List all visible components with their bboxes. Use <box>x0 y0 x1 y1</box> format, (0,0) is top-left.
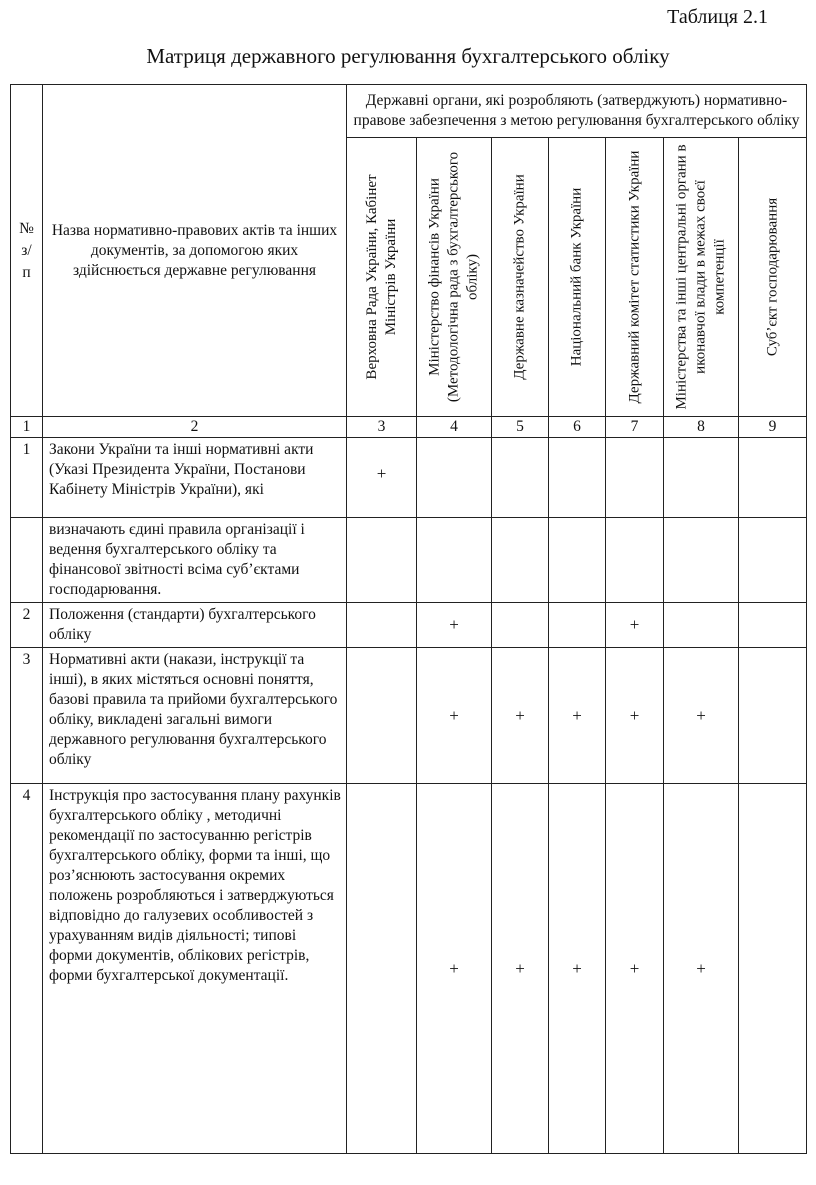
row-mark <box>492 438 549 518</box>
header-body-2: Міністерство фінансів України (Методологічна рада з бухгалтерського обліку) <box>417 138 492 417</box>
table-row <box>11 648 807 784</box>
row-text-continuation: визначають єдині правила організації і ведення бухгалтерського обліку та фінансової звітності всіма суб’єктами господарювання. <box>43 518 347 603</box>
row-mark: + <box>606 648 664 784</box>
header-num-line2: з/ <box>21 241 32 259</box>
row-mark: + <box>347 438 417 518</box>
column-number: 6 <box>549 417 606 438</box>
row-mark <box>347 648 417 784</box>
column-number: 1 <box>11 417 43 438</box>
row-mark <box>739 603 807 648</box>
column-number: 3 <box>347 417 417 438</box>
column-number: 7 <box>606 417 664 438</box>
row-mark: + <box>549 648 606 784</box>
column-number: 2 <box>43 417 347 438</box>
regulation-matrix-table <box>10 84 807 1154</box>
table-row <box>11 438 807 518</box>
row-mark <box>347 603 417 648</box>
row-mark: + <box>492 648 549 784</box>
row-text: Інструкція про застосування плану рахунків бухгалтерського обліку , методичні рекомендації по застосуванню регістрів бухгалтерського обліку, форми та інші, що роз’яснюють застосування окремих положень розробляються і затверджуються відповідно до галузевих особливостей з урахуванням видів діяльності; типові форми документів, облікових регістрів, форми бухгалтерської документації. <box>43 784 347 1154</box>
header-body-1: Верховна Рада України, Кабінет Міністрів України <box>347 138 417 417</box>
row-text: Положення (стандарти) бухгалтерського обліку <box>43 603 347 648</box>
page-title: Матриця державного регулювання бухгалтерського обліку <box>146 44 670 68</box>
row-mark <box>492 603 549 648</box>
row-mark: + <box>417 603 492 648</box>
table-caption: Таблиця 2.1 <box>667 6 768 28</box>
row-mark <box>664 603 739 648</box>
header-num <box>11 85 43 417</box>
header-num-line1: № <box>19 219 34 237</box>
row-mark: + <box>606 603 664 648</box>
row-mark: + <box>417 648 492 784</box>
column-number: 5 <box>492 417 549 438</box>
row-mark: + <box>417 784 492 1154</box>
header-num-line3: п <box>22 263 31 281</box>
row-mark: + <box>492 784 549 1154</box>
row-text: Закони України та інші нормативні акти (Указі Президента України, Постанови Кабінету Міністрів України), які <box>43 438 347 518</box>
row-mark: + <box>606 784 664 1154</box>
row-number: 3 <box>11 648 43 784</box>
header-body-3: Державне казначейство України <box>492 138 549 417</box>
column-number: 9 <box>739 417 807 438</box>
row-mark: + <box>664 784 739 1154</box>
row-mark <box>606 438 664 518</box>
row-mark <box>417 438 492 518</box>
table-row <box>11 784 807 1154</box>
column-number-row <box>11 417 807 438</box>
header-body-4: Національний банк України <box>549 138 606 417</box>
header-bodies-group: Державні органи, які розробляють (затверджують) нормативно-правове забезпечення з метою регулювання бухгалтерського обліку <box>347 85 807 138</box>
row-mark <box>347 784 417 1154</box>
header-name: Назва нормативно-правових актів та інших документів, за допомогою яких здійснюється державне регулювання <box>43 85 347 417</box>
header-body-6: Міністерства та інші центральні органи в иконавчої влади в межах своєї компетенції <box>664 138 739 417</box>
header-body-5: Державний комітет статистики України <box>606 138 664 417</box>
row-mark <box>549 603 606 648</box>
header-body-7: Суб’єкт господарювання <box>739 138 807 417</box>
row-mark <box>549 438 606 518</box>
row-number: 4 <box>11 784 43 1154</box>
row-mark <box>739 648 807 784</box>
column-number: 4 <box>417 417 492 438</box>
row-text: Нормативні акти (накази, інструкції та інші), в яких містяться основні поняття, базові правила та прийоми бухгалтерського обліку, викладені загальні вимоги державного регулювання бухгалтерського обліку <box>43 648 347 784</box>
row-mark: + <box>549 784 606 1154</box>
row-mark <box>664 438 739 518</box>
table-row <box>11 518 807 603</box>
row-number: 2 <box>11 603 43 648</box>
row-mark <box>739 438 807 518</box>
row-mark <box>739 784 807 1154</box>
table-row <box>11 603 807 648</box>
row-mark: + <box>664 648 739 784</box>
column-number: 8 <box>664 417 739 438</box>
row-number: 1 <box>11 438 43 518</box>
